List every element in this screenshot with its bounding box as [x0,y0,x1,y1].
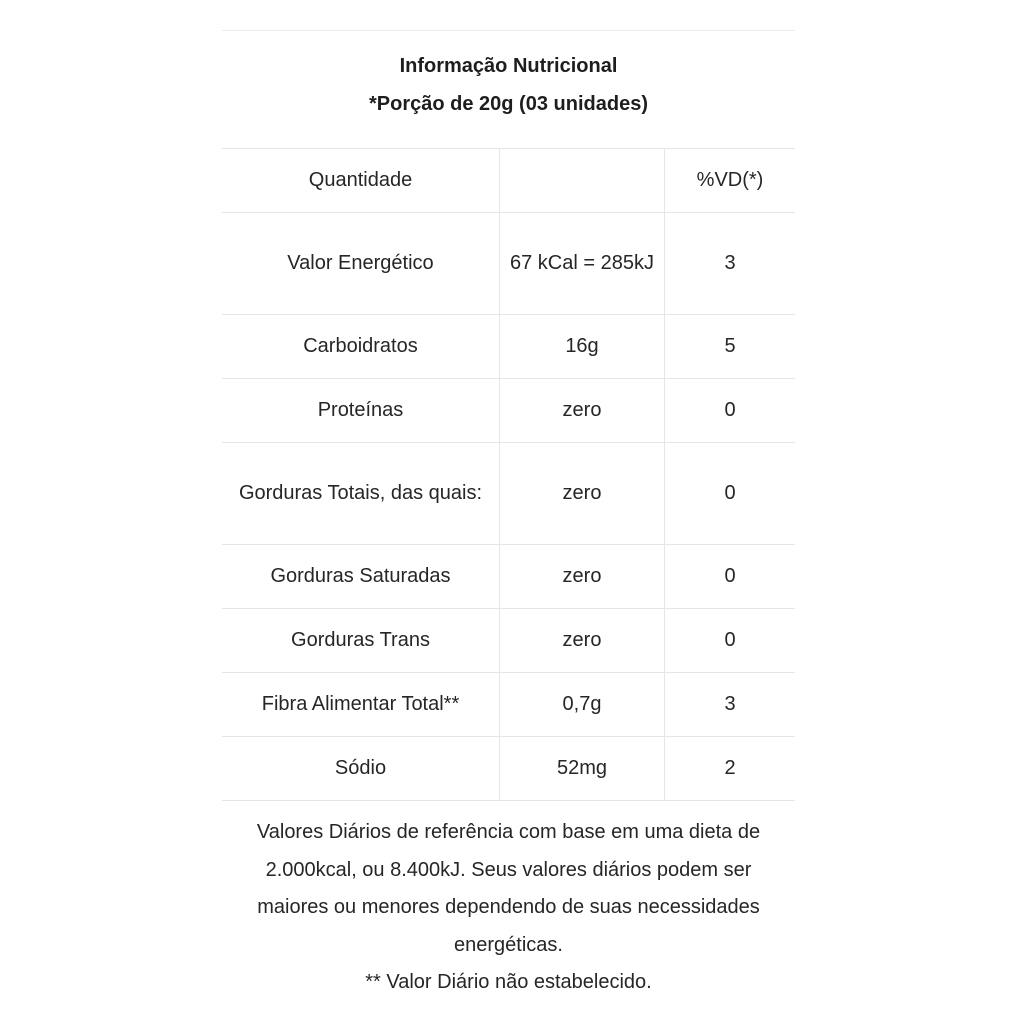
nutrition-heading [222,31,795,132]
table-row [222,545,795,609]
nutrient-name: Fibra Alimentar Total** [222,673,500,737]
nutrition-table [222,148,795,801]
nutrient-amount: 16g [500,315,665,379]
nutrient-daily-value: 2 [665,737,796,801]
table-row [222,673,795,737]
portion-size: *Porção de 20g (03 unidades) [369,93,648,115]
nutrient-daily-value: 3 [665,673,796,737]
nutrient-daily-value: 0 [665,379,796,443]
nutrient-amount: 0,7g [500,673,665,737]
table-row [222,315,795,379]
nutrient-amount: zero [500,545,665,609]
nutrient-daily-value: 0 [665,443,796,545]
header-quantity: Quantidade [222,149,500,213]
nutrient-daily-value: 3 [665,213,796,315]
nutrient-daily-value: 0 [665,609,796,673]
nutrient-daily-value: 5 [665,315,796,379]
table-row [222,213,795,315]
nutrient-amount: zero [500,379,665,443]
nutrient-name: Valor Energético [222,213,500,315]
nutrient-daily-value: 0 [665,545,796,609]
nutrient-name: Proteínas [222,379,500,443]
header-daily-value: %VD(*) [665,149,796,213]
table-row [222,737,795,801]
nutrition-title: Informação Nutricional [399,55,618,77]
nutrient-amount: zero [500,443,665,545]
not-established-note: ** Valor Diário não estabelecido. [365,971,652,993]
nutrition-facts-panel [222,30,795,1002]
nutrient-amount: 67 kCal = 285kJ [500,213,665,315]
nutrient-name: Sódio [222,737,500,801]
table-row [222,443,795,545]
header-amount [500,149,665,213]
nutrient-name: Gorduras Trans [222,609,500,673]
footnote [222,801,795,1002]
nutrient-name: Gorduras Saturadas [222,545,500,609]
table-header-row [222,149,795,213]
nutrient-amount: 52mg [500,737,665,801]
table-row [222,379,795,443]
table-row [222,609,795,673]
nutrient-amount: zero [500,609,665,673]
nutrient-name: Gorduras Totais, das quais: [222,443,500,545]
daily-value-reference-note: Valores Diários de referência com base em uma dieta de 2.000kcal, ou 8.400kJ. Seus valores diários podem ser maiores ou menores dependendo de suas necessidades energéticas. [256,821,761,956]
nutrient-name: Carboidratos [222,315,500,379]
